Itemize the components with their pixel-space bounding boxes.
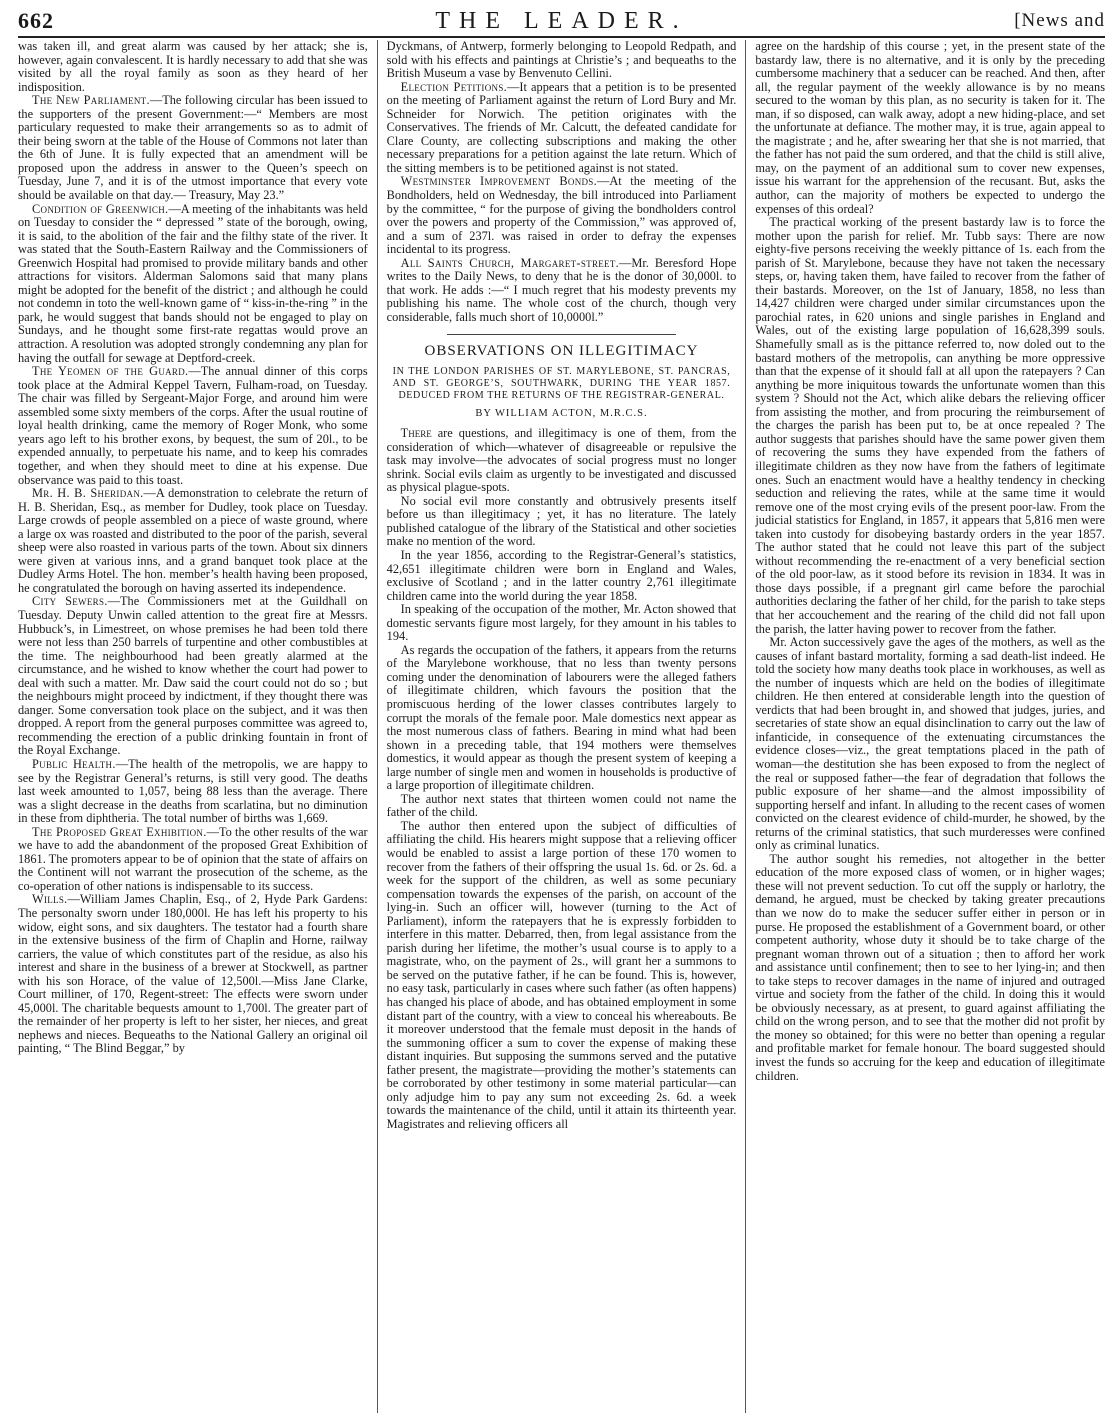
paragraph: In speaking of the occupation of the mother, Mr. Acton showed that domestic servants figure most largely, for they amount in his tables to 194. [386,602,737,644]
paragraph [18,487,368,595]
paragraph-body: are questions, and illegitimacy is one of them, from the consideration of which—whatever of disagreeable or repulsive the task may involve—the advocates of social progress must no longer shrink. Social evils claim as urgently to be investigated and discussed as physical plague-spots. [386,426,737,495]
paragraph: The author next states that thirteen women could not name the father of the child. [386,791,737,820]
paragraph-heading: Wills. [32,892,68,907]
paragraph-heading: The New Parliament. [32,93,150,108]
paragraph: Mr. Acton successively gave the ages of the mothers, as well as the causes of infant bastard mortality, forming a sad death-list indeed. He told the society how many deaths took place in workhouses, as well as the number of inquests which are held on the bodies of illegitimate children. He then entered at considerable length into the question of verdicts that had been brought in, and showed that judges, juries, and secretaries of state show an equal disinclination to carry out the law of infanticide, in consequence of the extenuating circumstances the evidence closes—viz., the great temptations placed in the path of woman—the destitution she has been exposed to from the neglect of the real or supposed father—the fear of degradation that follows the public exposure of her shame—and the almost impossibility of supporting herself and infant. In alluding to the recent cases of women convicted on the clearest evidence of child-murder, he showed, by the returns of the criminal statistics, that such murderesses were confined only as criminal lunatics. [755,635,1106,853]
paragraph [18,94,368,202]
paper-title: THE LEADER. [435,8,688,34]
paragraph-heading: Mr. H. B. Sheridan. [32,486,144,501]
paragraph: Dyckmans, of Antwerp, formerly belonging to Leopold Redpath, and sold with his effects and paintings at Christie’s ; and bequeaths to the British Museum a vase by Benvenuto Cellini. [386,40,737,81]
paragraph: In the year 1856, according to the Registrar-General’s statistics, 42,651 illegitimate children were born in England and Wales, exclusive of Scotland ; and in the latter country 2,761 illegitimate children came into the world during the year 1858. [386,547,737,603]
masthead [18,6,1105,38]
article-subtitle: IN THE LONDON PARISHES OF ST. MARYLEBONE, ST. PANCRAS, AND ST. GEORGE’S, SOUTHWARK, DURING THE YEAR 1857. DEDUCED FROM THE RETURNS OF THE REGISTRAR-GENERAL. [392,366,731,402]
paragraph-heading: The Proposed Great Exhibition. [32,824,207,839]
paragraph [18,365,368,487]
paragraph-heading: Election Petitions. [400,79,508,94]
paragraph-heading: Condition of Greenwich. [32,201,169,216]
article-title: OBSERVATIONS ON ILLEGITIMACY [424,343,699,360]
paragraph-heading: City Sewers. [32,594,108,609]
paragraph-body: —The health of the metropolis, we are happy to see by the Registrar General’s returns, is still very good. The deaths last week amounted to 1,057, being 88 less than the average. There was a slight decrease in the deaths from scarlatina, but no diminution in these from diphtheria. The total number of births was 1,669. [18,756,368,826]
paragraph [387,175,737,256]
paragraph: agree on the hardship of this course ; yet, in the present state of the bastardy law, there is no alternative, and it is only by the preceding cumbersome machinery that a seducer can be reached. And then, after all, the regular payment of the weekly allowance is by no means secured to the woman by this plan, as no security is taken for it. The man, if so disposed, can walk away, adopt a new hiding-place, and set the unfortunate at defiance. The mother may, it is true, again appeal to the magistrate ; and he, after swearing her that she is not married, that the father has not paid the sum ordered, and that the child is still alive, may, on the payment of an additional sum to cover new expenses, issue his warrant for the apprehension of the recusant. But, asks the author, can the majority of mothers be expected to undergo the expenses of this ordeal? [755,40,1106,216]
paragraph [387,81,737,176]
paragraph [18,203,368,366]
column-3 [745,40,1105,1413]
paragraph [18,758,368,826]
paragraph: The practical working of the present bastardy law is to force the mother upon the parish for relief. Mr. Tubb says: There are now eighty-five persons receiving the weekly pittance of 1s. each from the parish of St. Marylebone, because they have not taken the necessary steps, or, having taken them, have failed to recover from the father of their bastards. Moreover, on the 1st of January, 1858, no less than 14,427 children were charged under similar circumstances upon the parochial rates, in 620 unions and single parishes in England and Wales, out of the existing large population of 16,628,399 souls. Shamefully small as is the pittance referred to, now doled out to the bastard mothers of the metropolis, can anything be more oppressive than that the expense of it should fall at all upon the ratepayers ? Can anything be more iniquitous towards the unfortunate women than this system ? Should not the Act, which alike debars the relieving officer from assisting the mother, and from procuring the reimbursement of the charges the parish has been put to, be at once repealed ? The author suggests that parishes should have the same power given them of recovering the sums they have expended from the fathers of illegitimate children as they now have from the fathers of legitimate ones. Such an enactment would have a healthy tendency in checking seduction and relieving the rates, while at the same time it would remove one of the most crying evils of the present poor-law. From the judicial statistics for England, in 1857, it appears that 5,816 men were taken into custody for disobeying bastardy orders in the year 1857. The author stated that he could not leave this part of the subject without recommending the re-enactment of a very beneficial section of the old poor-law, as it stood before its revision in 1834. It was in those days possible, if a pregnant girl came before the parochial authorities declaring the father of her child, for the parish to take steps that her accouchement and the rearing of the child did not fall upon the parish, the latter having power to recover from the father. [755,215,1106,636]
paragraph-body: —A demonstration to celebrate the return of H. B. Sheridan, Esq., as member for Dudley, took place on Tuesday. Large crowds of people assembled on a piece of waste ground, where a large ox was roasted and distributed to the poor of the parish, several sheep were also roasted in various parts of the town. About six dinners were given at various inns, and a grand banquet took place at the Dudley Arms Hotel. The hon. member’s health having been proposed, he congratulated the borough on having asserted its independence. [18,486,368,595]
section-label: [News and [1014,10,1105,31]
column-2 [377,40,746,1413]
paragraph-body: —Mr. Beresford Hope writes to the Daily News, to deny that he is the donor of 30,000l. to that work. He adds :—“ I much regret that his modesty prevents my publishing his name. The whole cost of the church, though very considerable, falls much short of 10,0000l.” [386,255,737,324]
paragraph: As regards the occupation of the fathers, it appears from the returns of the Marylebone workhouse, that no less than twenty persons coming under the denomination of labourers were the alleged fathers of illegitimate children, which favours the position that the promiscuous herding of the lower classes contributes largely to corrupt the morals of the female poor. Male domestics next appear as the most numerous class of fathers. Bearing in mind what had been shown in a preceding table, that 194 mothers were themselves domestics, it would appear as though the present system of keeping a large number of single men and women in households is productive of a large proportion of illegitimate children. [386,642,737,793]
page-number: 662 [18,8,54,33]
lead-word: There [400,426,432,441]
paragraph-body: —A meeting of the inhabitants was held on Tuesday to consider the “ depressed ” state of the borough, owing, it is said, to the abolition of the fair and the filthy state of the river. It was stated that the South-Eastern Railway and the Commissioners of Greenwich Hospital had promised to provide military bands and other attractions for visitors. Alderman Salomons said that many plans might be adopted for the benefit of the district ; and although he could not condemn in toto the well-known game of “ kiss-in-the-ring ” in the park, he would suggest that bands should not be engaged to play on Sundays, and he thought some first-rate regattas would prove an attraction. A resolution was adopted strongly condemning any plan for having the outfall for sewage at Deptford-creek. [18,201,368,365]
paragraph: was taken ill, and great alarm was caused by her attack; she is, however, again convalescent. It is hardly necessary to add that she was visited by all the royal family as soon as they heard of her indisposition. [18,40,368,94]
column-1 [18,40,377,1413]
paragraph [18,826,368,894]
paragraph [387,257,737,325]
paragraph: No social evil more constantly and obtrusively presents itself before us than illegitimacy ; yet, it has no literature. The lately published catalogue of the library of the Statistical and other societies make no mention of the word. [386,493,737,549]
paragraph [18,893,368,1056]
paragraph [387,427,737,495]
paragraph-body: —At the meeting of the Bondholders, held on Wednesday, the bill introduced into Parliament by the committee, “ for the purpose of giving the bondholders control over the powers and property of the Commission,” was approved of, and a sum of 237l. was raised in order to defray the expenses incidental to its progress. [386,174,737,257]
paragraph-body: —The annual dinner of this corps took place at the Admiral Keppel Tavern, Fulham-road, on Tuesday. The chair was filled by Sergeant-Major Forge, and around him were assembled some sixty members of the corps. After the usual routine of loyal health drinking, came the memory of Roger Monk, who some years ago left to his brother exons, by bequest, the sum of 20l., to be expended annually, to perpetuate his name, and to keep his comrades together, and when they should meet to dine at his expense. Due observance was paid to this toast. [18,364,368,487]
paragraph-body: —To the other results of the war we have to add the abandonment of the proposed Great Exhibition of 1861. The promoters appear to be of opinion that the state of affairs on the Continent will not warrant the prosecution of the scheme, as the co-operation of other nations is indispensable to its success. [18,824,368,893]
article-byline: BY WILLIAM ACTON, M.R.C.S. [475,408,648,420]
paragraph-body: —The Commissioners met at the Guildhall on Tuesday. Deputy Unwin called attention to the great fire at Messrs. Hubbuck’s, in Limestreet, on whose premises he had been told there were not less than 250 barrels of turpentine and other combustibles at the time. The neighbourhood had been greatly alarmed at the circumstance, and he wished to know whether the court had power to deal with such a matter. Mr. Daw said the court could not do so ; but the neighbours might proceed by indictment, if they thought there was danger. Some conversation took place on the subject, and it was then dropped. A report from the general purposes committee was agreed to, recommending the erection of a public drinking fountain in front of the Royal Exchange. [18,594,368,758]
paragraph-body: —It appears that a petition is to be presented on the meeting of Parliament against the return of Lord Bury and Mr. Schneider for Norwich. The petition originates with the Conservatives. The friends of Mr. Calcutt, the defeated candidate for Clare County, are collecting subscriptions and making the other necessary preparations for a petition against the late return. Which of the sitting members is to be petitioned against is not stated. [386,79,737,175]
paragraph: The author then entered upon the subject of difficulties of affiliating the child. His hearers might suppose that a relieving officer would be enabled to assist a large portion of these 170 women to recover from the fathers of their offspring the usual 1s. 6d. or 2s. 6d. a week for the support of the children, as well as some pecuniary compensation towards the expenses of the parish, on account of the lying-in. Such an officer will, however (turning to the Act of Parliament), inform the ratepayers that he is expressly forbidden to interfere in this matter. Debarred, then, from legal assistance from the parish during her lifetime, the mother’s usual course is to apply to a magistrate, who, on the payment of 2s., will grant her a summons to be served on the putative father, if he can be found. This is, however, no easy task, particularly in cases where such father (as often happens) has changed his place of abode, and has obtained employment in some distant part of the country, with a view to conceal his whereabouts. Be it moreover understood that the female must deposit in the hands of the summoning officer a sum to cover the expense of making these distant inquiries. But supposing the summons served and the putative father present, the magistrate—providing the mother’s statements can be corroborated by other testimony in some material particular—can only adjudge him to pay any sum not exceeding 2s. 6d. a week towards the maintenance of the child, until it attain its thirteenth year. Magistrates and relieving officers all [386,818,737,1131]
paragraph-body: —William James Chaplin, Esq., of 2, Hyde Park Gardens: The personalty sworn under 180,000l. He has left his property to his widow, eight sons, and six daughters. The testator had a fourth share in the extensive business of the firm of Chaplin and Horne, railway carriers, the value of which constitutes part of the residue, as also his interest and share in the business of a brewer at Stockwell, as partner with his son Horace, of the value of 12,500l.—Miss Jane Clarke, Court milliner, of 170, Regent-street: The effects were sworn under 45,000l. The charitable bequests amount to 1,700l. The greater part of the remainder of her property is left to her sister, her nieces, and great nephews and nieces. Bequeaths to the National Gallery an original oil painting, “ The Blind Beggar,” by [18,892,368,1056]
paragraph-heading: All Saints Church, Margaret-street. [400,255,620,270]
divider [447,334,677,335]
paragraph-heading: Westminster Improvement Bonds. [400,174,597,189]
paragraph: The author sought his remedies, not altogether in the better education of the more exposed class of women, or in higher wages; these will not prevent seduction. To cut off the supply or harlotry, the demand, he argued, must be checked by taking greater precautions than we now do to make the seducer suffer either in person or in purse. He proposed the establishment of a Government board, or other competent authority, whose duty it should be to take charge of the pregnant woman thrown out of a situation ; then to afford her work and assistance until confinement; then to see to her lying-in; and then to take steps to recover damages in the name of injured and outraged virtue and society from the father of the child. In doing this it would be obviously necessary, as at present, to guard against affiliating the child on the wrong person, and to see that the mother did not profit by the money so obtained; for this were no better than opening a regular and profitable market for female honour. The board suggested should invest the funds so accruing for the keep and education of illegitimate children. [755,851,1106,1083]
paragraph-heading: The Yeomen of the Guard. [32,364,189,379]
paragraph [18,595,368,758]
paragraph-heading: Public Health. [32,756,116,771]
columns [18,40,1105,1413]
paragraph-body: —The following circular has been issued to the supporters of the present Government:—“ Members are most particulary requested to make their arrangements so as to admit of their being sworn at the table of the House of Commons not later than the 6th of June. It is fully expected that an amendment will be proposed upon the address in answer to the Queen’s speech on Tuesday, June 7, and it is of the utmost importance that every vote should be available on that day.— Treasury, May 23.” [18,93,368,203]
